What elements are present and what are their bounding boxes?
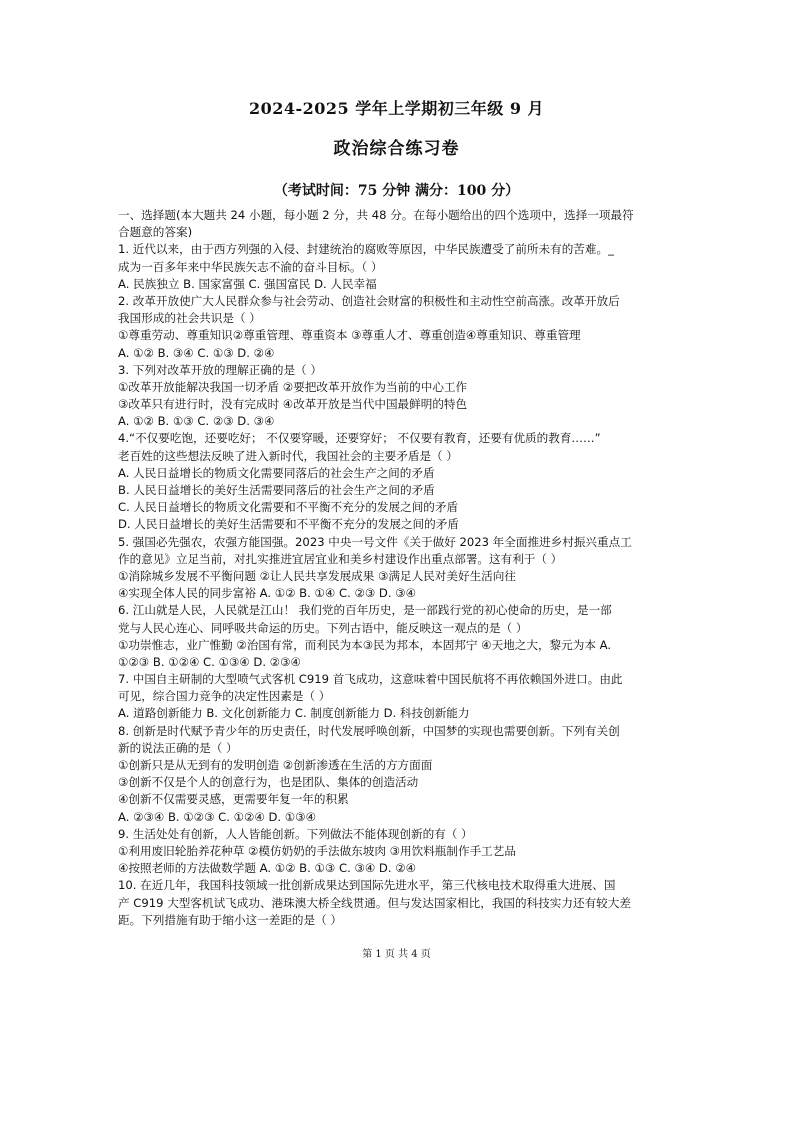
question-9-line: 9. 生活处处有创新，人人皆能创新。下列做法不能体现创新的有（ ） bbox=[118, 826, 473, 841]
question-3-line: ①改革开放能解决我国一切矛盾 ②要把改革开放作为当前的中心工作 bbox=[118, 379, 468, 394]
question-8-line: ③创新不仅是个人的创意行为，也是团队、集体的创造活动 bbox=[118, 775, 419, 790]
question-4-line: 老百姓的这些想法反映了进入新时代，我国社会的主要矛盾是（ ） bbox=[118, 448, 458, 463]
question-3-line: ③改革只有进行时，没有完成时 ④改革开放是当代中国最鲜明的特色 bbox=[118, 397, 468, 412]
question-5-line: 作的意见》立足当前，对扎实推进宜居宜业和美乡村建设作出重点部署。这有利于（ ） bbox=[118, 551, 563, 566]
question-7-line: 7. 中国自主研制的大型喷气式客机 C919 首飞成功，这意味着中国民航将不再依赖国外进口。由此 bbox=[118, 672, 623, 687]
exam-title-line2: 政治综合练习卷 bbox=[333, 139, 460, 159]
question-8 bbox=[118, 723, 678, 826]
question-6-line: ①②③ B. ①②④ C. ①③④ D. ②③④ bbox=[118, 654, 301, 669]
question-2 bbox=[118, 293, 678, 362]
question-2-line: A. ①② B. ③④ C. ①③ D. ②④ bbox=[118, 345, 275, 360]
question-7-line: 可见，综合国力竞争的决定性因素是（ ） bbox=[118, 689, 331, 704]
question-2-line: ①尊重劳动、尊重知识②尊重管理、尊重资本 ③尊重人才、尊重创造④尊重知识、尊重管理 bbox=[118, 328, 581, 343]
question-3 bbox=[118, 362, 678, 431]
question-8-line: 新的说法正确的是（ ） bbox=[118, 740, 238, 755]
question-8-line: ①创新只是从无到有的发明创造 ②创新渗透在生活的方方面面 bbox=[118, 758, 433, 772]
exam-title-line1: 2024-2025 学年上学期初三年级 9 月 bbox=[248, 99, 545, 118]
section-heading-line2: 合题意的答案) bbox=[118, 225, 193, 240]
question-3-line: 3. 下列对改革开放的理解正确的是（ ） bbox=[118, 362, 322, 377]
question-9-line: ④按照老师的方法做数学题 A. ①② B. ①③ C. ③④ D. ②④ bbox=[118, 861, 417, 876]
question-4-line: B. 人民日益增长的美好生活需要同落后的社会生产之间的矛盾 bbox=[118, 483, 435, 497]
question-4-line: D. 人民日益增长的美好生活需要和不平衡不充分的发展之间的矛盾 bbox=[118, 517, 459, 532]
question-6-line: 党与人民心连心、同呼吸共命运的历史。下列古语中，能反映这一观点的是（ ） bbox=[118, 620, 528, 635]
question-6 bbox=[118, 602, 678, 671]
question-8-line: 8. 创新是时代赋予青少年的历史责任，时代发展呼唤创新，中国梦的实现也需要创新。下列有关创 bbox=[118, 723, 620, 738]
question-6-line: ①功崇惟志，业广惟勤 ②治国有常，而利民为本③民为邦本，本固邦宁 ④天地之大，黎元为本 A. bbox=[118, 637, 612, 652]
exam-content bbox=[118, 207, 678, 929]
question-1 bbox=[118, 241, 678, 293]
question-3-line: A. ①② B. ①③ C. ②③ D. ③④ bbox=[118, 414, 275, 429]
question-10-line: 10. 在近几年，我国科技领域一批创新成果达到国际先进水平，第三代核电技术取得重大进展、国 bbox=[118, 878, 616, 893]
question-10-line: 距。下列措施有助于缩小这一差距的是（ ） bbox=[118, 912, 342, 927]
section-heading-line1: 一、选择题(本大题共 24 小题，每小题 2 分，共 48 分。在每小题给出的四个选项中，选择一项最符 bbox=[118, 208, 634, 222]
question-5 bbox=[118, 534, 678, 603]
question-4-line: 4.“不仅要吃饱，还要吃好； 不仅要穿暖，还要穿好； 不仅要有教育，还要有优质的教育……” bbox=[118, 431, 601, 446]
question-7 bbox=[118, 671, 678, 723]
question-5-line: ①消除城乡发展不平衡问题 ②让人民共享发展成果 ③满足人民对美好生活向往 bbox=[118, 568, 516, 583]
question-5-line: 5. 强国必先强农，农强方能国强。2023 中央一号文件《关于做好 2023 年全面推进乡村振兴重点工 bbox=[118, 534, 632, 549]
question-6-line: 6. 江山就是人民，人民就是江山！ 我们党的百年历史，是一部践行党的初心使命的历史，是一部 bbox=[118, 603, 612, 618]
page-number: 第 1 页 共 4 页 bbox=[362, 949, 431, 960]
question-1-line: 1. 近代以来，由于西方列强的入侵、封建统治的腐败等原因，中华民族遭受了前所未有的苦难。_ bbox=[118, 242, 614, 257]
question-4-line: C. 人民日益增长的物质文化需要和不平衡不充分的发展之间的矛盾 bbox=[118, 500, 459, 515]
question-9 bbox=[118, 826, 678, 878]
question-1-line: 成为一百多年来中华民族矢志不渝的奋斗目标。（ ） bbox=[118, 259, 383, 274]
question-8-line: ④创新不仅需要灵感，更需要年复一年的积累 bbox=[118, 792, 349, 807]
question-1-line: A. 民族独立 B. 国家富强 C. 强国富民 D. 人民幸福 bbox=[118, 276, 377, 291]
question-2-line: 2. 改革开放使广大人民群众参与社会劳动、创造社会财富的积极性和主动性空前高涨。改革开放后 bbox=[118, 293, 620, 308]
question-7-line: A. 道路创新能力 B. 文化创新能力 C. 制度创新能力 D. 科技创新能力 bbox=[118, 706, 470, 721]
question-10-line: 产 C919 大型客机试飞成功、港珠澳大桥全线贯通。但与发达国家相比，我国的科技实力还有较大差 bbox=[118, 895, 631, 910]
exam-info: （考试时间：75 分钟 满分：100 分） bbox=[273, 183, 520, 199]
question-8-line: A. ②③④ B. ①②③ C. ①②④ D. ①③④ bbox=[118, 809, 316, 824]
question-10 bbox=[118, 877, 678, 929]
question-9-line: ①利用废旧轮胎养花种草 ②模仿奶奶的手法做东坡肉 ③用饮料瓶制作手工艺品 bbox=[118, 843, 516, 858]
question-2-line: 我国形成的社会共识是（ ） bbox=[118, 311, 261, 326]
question-list bbox=[118, 241, 678, 929]
question-5-line: ④实现全体人民的同步富裕 A. ①② B. ①④ C. ②③ D. ③④ bbox=[118, 586, 417, 601]
question-4-line: A. 人民日益增长的物质文化需要同落后的社会生产之间的矛盾 bbox=[118, 465, 435, 480]
question-4 bbox=[118, 430, 678, 533]
